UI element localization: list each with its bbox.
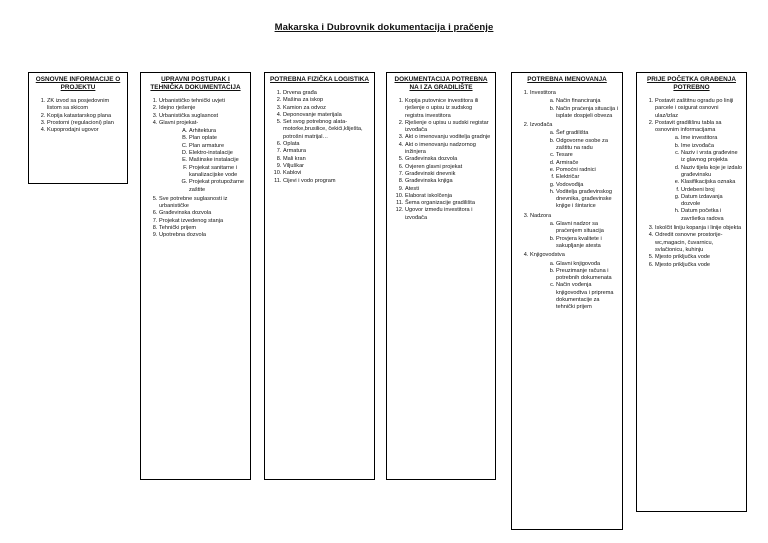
sub-list <box>655 135 742 223</box>
sub-list-item: h. Datum početka i završetka radova <box>681 208 742 223</box>
item-list <box>516 90 618 312</box>
list-item-text: Nadzora <box>530 212 552 219</box>
list-item-text: Oplata <box>283 141 300 148</box>
sub-list-item: b. Provjera kvalitete i sakupljanje atesta <box>556 236 618 251</box>
list-item-text: Mjesto priključka vode <box>655 254 711 261</box>
sub-list-item: d. Armirače <box>556 160 618 167</box>
sub-list <box>530 261 618 312</box>
list-item-text: Atesti <box>405 185 419 192</box>
list-item <box>405 186 491 193</box>
sub-list-item: e. Pomoćni radnici <box>556 167 618 174</box>
list-item <box>159 225 246 232</box>
list-item-text: Mjesto priključka vode <box>655 261 711 268</box>
list-item-text: Urbanističko tehnički uvjeti <box>159 98 225 104</box>
list-item-text: Glavni projekat- <box>159 119 199 126</box>
list-item <box>159 98 246 105</box>
list-item <box>47 120 123 127</box>
sub-list-item: c. Tesare <box>556 152 618 159</box>
list-item <box>405 98 491 120</box>
item-list <box>269 90 370 185</box>
list-item-text: Mali kran <box>283 155 306 162</box>
list-item-text: Akt o imenovanju voditelja gradnje <box>405 134 491 141</box>
box-prije-pocetka <box>636 72 747 512</box>
sub-list-item: f. Urdebeni broj <box>681 187 742 194</box>
list-item-text: Kablovi <box>283 170 302 177</box>
sub-list-item: b. Odgovorne osobe za zaštitu na radu <box>556 138 618 153</box>
list-item <box>655 254 742 261</box>
item-list <box>391 98 491 222</box>
sub-list-item: a. Glavni nadzor sa praćenjem situacija <box>556 221 618 236</box>
box-osnovne-informacije <box>28 72 128 184</box>
list-item <box>655 120 742 223</box>
list-item <box>655 225 742 232</box>
list-item <box>47 127 123 134</box>
list-item <box>159 210 246 217</box>
list-item <box>159 113 246 120</box>
list-item <box>159 218 246 225</box>
list-item <box>655 262 742 269</box>
sub-list-item: c. Način vođenja knjigovodtva i priprema dokumentacije za tehnički prijem <box>556 282 618 311</box>
box-fizicka-logistika <box>264 72 375 480</box>
box-title: POTREBNA IMENOVANJA <box>527 76 607 83</box>
list-item-text: Armatura <box>283 148 307 155</box>
sub-list-item: d. Naziv tijela koje je izdalo građevinsku <box>681 165 742 180</box>
sub-list-item: G. Projekat protupožarne zaštite <box>189 179 246 194</box>
sub-list-item: A. Arhitektura <box>189 128 246 135</box>
box-title: PRIJE POČETKA GRAĐENJA POTREBNO <box>647 76 736 91</box>
list-item <box>530 213 618 250</box>
box-title: OSNOVNE INFORMACIJE O PROJEKTU <box>35 76 121 91</box>
list-item-text: Sve potrebne suglasnosti iz urbanističke <box>159 195 228 210</box>
list-item <box>530 252 618 311</box>
list-item-text: Iskolčit liniju kopanja i linije objekta <box>655 225 742 232</box>
list-item <box>159 232 246 239</box>
list-item-text: Projekat izvedenog stanja <box>159 217 224 224</box>
list-item <box>159 105 246 112</box>
list-item-text: Knjigovodstva <box>530 252 565 259</box>
list-item-text: Viljuškar <box>283 162 305 169</box>
sub-list-item: a. Način financiranja <box>556 98 618 105</box>
list-item-text: Drvena građa <box>283 90 317 96</box>
sub-list-item: a. Glavni knjigovođa <box>556 261 618 268</box>
list-item <box>283 163 370 170</box>
item-list <box>33 98 123 134</box>
list-item <box>283 148 370 155</box>
sub-list-item: g. Datum izdavanja dozvole <box>681 194 742 209</box>
list-item-text: ZK izvod sa posjedovnim listom sa skicom <box>47 98 110 112</box>
list-item <box>655 232 742 254</box>
list-item-text: Ovjeren glavni projekat <box>405 163 463 170</box>
item-list <box>145 98 246 240</box>
list-item <box>405 142 491 157</box>
list-item-text: Cijevi i vodo program <box>283 177 336 184</box>
sub-list <box>530 221 618 250</box>
list-item-text: Tehnički prijem <box>159 225 196 232</box>
page-title: Makarska i Dubrovnik dokumentacija i pračenje <box>274 22 494 33</box>
list-item-text: Postavit zaštitnu ogradu po liniji parcele i osigurat osnovni ulaz/izlaz <box>655 98 734 119</box>
sub-list-item: a. Ime investitora <box>681 135 742 142</box>
box-dokumentacija-gradiliste <box>386 72 496 480</box>
sub-list-item: g. Vodovođija <box>556 182 618 189</box>
list-item <box>47 113 123 120</box>
list-item-text: Investitora <box>530 90 556 96</box>
list-item <box>283 170 370 177</box>
list-item <box>283 141 370 148</box>
list-item-text: Kamion za odvoz <box>283 104 326 111</box>
list-item-text: Mašina za iskop <box>283 97 324 104</box>
list-item-text: Postavit gradilišnu tabla sa osnovnim informacijama <box>655 119 722 134</box>
sub-list-item: e. Klasifikacijska oznaka <box>681 179 742 186</box>
list-item-text: Kopija katastarskog plana <box>47 112 112 119</box>
sub-list-item: h. Voditelja građevinskog dnevnika, građevinske knjige i šintarice <box>556 189 618 211</box>
sub-list-item: F. Projekat sanitarne i kanalizacijske vode <box>189 165 246 180</box>
list-item <box>655 98 742 120</box>
list-item <box>405 171 491 178</box>
list-item <box>405 207 491 222</box>
item-list <box>641 98 742 269</box>
list-item-text: Građevinska dozvola <box>405 156 458 163</box>
list-item-text: Građevinska knjiga <box>405 178 453 185</box>
box-upravni-postupak <box>140 72 251 480</box>
sub-list <box>159 128 246 194</box>
list-item <box>47 98 123 113</box>
sub-list-item: B. Plan oplate <box>189 135 246 142</box>
sub-list-item: C. Plan armature <box>189 143 246 150</box>
list-item-text: Akt o imenovanju nadzornog inžinjera <box>405 141 476 156</box>
list-item-text: Rješenje o upisu u sudski registar izvođača <box>405 119 489 134</box>
list-item <box>530 90 618 120</box>
list-item-text: Šema organizacije gradilišta <box>405 200 475 207</box>
list-item-text: Set svog potrebnog alata-motorke,brusilice, čekići,kliješta, potrošni matrijal… <box>283 119 363 140</box>
list-item <box>159 120 246 194</box>
list-item <box>405 134 491 141</box>
list-item-text: Odredit osnovne prostorije-wc,magacin, čuvarnicu, svlačionicu, kuhinju <box>655 232 723 253</box>
box-title: POTREBNA FIZIČKA LOGISTIKA <box>270 76 369 83</box>
list-item-text: Upotrebna dozvola <box>159 232 206 239</box>
list-item <box>530 122 618 211</box>
list-item-text: Prostorni (regulacioni) plan <box>47 119 114 126</box>
sub-list-item: a. Šef gradilišta <box>556 130 618 137</box>
box-potrebna-imenovanja <box>511 72 623 530</box>
list-item <box>159 196 246 211</box>
sub-list-item: b. Ime izvođača <box>681 143 742 150</box>
list-item-text: Građevinska dozvola <box>159 210 212 217</box>
sub-list-item: f. Električar <box>556 174 618 181</box>
list-item-text: Izvođača <box>530 122 553 129</box>
list-item <box>405 200 491 207</box>
list-item <box>405 178 491 185</box>
list-item-text: Idejno rješenje <box>159 105 196 112</box>
sub-list-item: E. Mašinske instalacije <box>189 157 246 164</box>
list-item-text: Građevinski dnevnik <box>405 170 456 177</box>
list-item <box>405 120 491 135</box>
sub-list-item: b. Način praćenja situacija i isplate dospjeli obveza <box>556 106 618 121</box>
list-item <box>283 156 370 163</box>
list-item-text: Deponovanje materijala <box>283 111 342 118</box>
list-item <box>283 119 370 141</box>
sub-list <box>530 98 618 120</box>
list-item <box>283 90 370 97</box>
list-item <box>283 105 370 112</box>
list-item <box>405 156 491 163</box>
box-title: DOKUMENTACIJA POTREBNA NA I ZA GRADILIŠTE <box>394 76 488 91</box>
list-item <box>283 97 370 104</box>
sub-list-item: D. Elektro-instalacije <box>189 150 246 157</box>
list-item-text: Kupoprodajni ugovor <box>47 127 99 134</box>
list-item-text: Elaborat iskolčenja <box>405 192 452 199</box>
list-item <box>283 112 370 119</box>
list-item-text: Ugovor između investitora i izvođača <box>405 207 473 221</box>
list-item-text: Urbanistička suglasnost <box>159 112 219 119</box>
list-item-text: Kopija putovnice investitora ili rješenje o upisu iz sudskog registra investitora <box>405 98 479 119</box>
sub-list-item: b. Preuzimanje računa i potrebnih dokumenata <box>556 268 618 283</box>
box-title: UPRAVNI POSTUPAK I TEHNIČKA DOKUMENTACIJA <box>150 76 241 91</box>
list-item <box>283 178 370 185</box>
list-item <box>405 164 491 171</box>
sub-list-item: c. Naziv i vrsta građevine iz glavnog projekta <box>681 150 742 165</box>
sub-list <box>530 130 618 210</box>
